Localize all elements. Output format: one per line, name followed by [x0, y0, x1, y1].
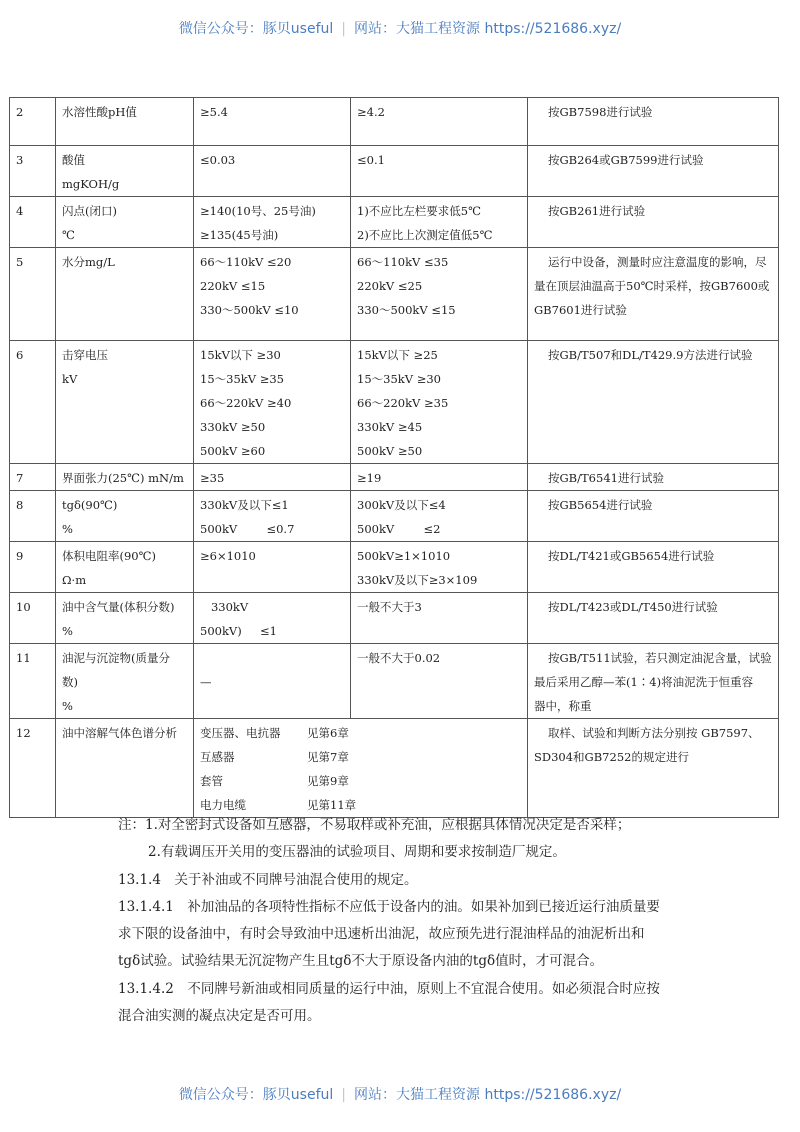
- table-row: [10, 248, 779, 341]
- table-row: [10, 464, 779, 491]
- new-oil-cell-line: 500kV ≥60: [200, 444, 266, 458]
- table-row: [10, 719, 779, 818]
- paragraph-13-1-4-1-line: 13.1.4.1 补加油品的各项特性指标不应低于设备内的油。如果补加到已接近运行油质量要: [118, 898, 660, 915]
- row-number: 10: [10, 593, 56, 644]
- item-cell-line: kV: [62, 372, 78, 386]
- item-cell-line: Ω·m: [62, 573, 87, 587]
- item-cell: [56, 644, 194, 719]
- item-cell: [56, 464, 194, 491]
- table-row: [10, 593, 779, 644]
- row-number: 7: [10, 464, 56, 491]
- item-cell: [56, 719, 194, 818]
- chapter-ref: 见第9章: [307, 774, 349, 788]
- oil-quality-table: [9, 97, 779, 818]
- remark-cell: [528, 542, 779, 593]
- running-oil-cell-line: 66～110kV ≤35: [357, 255, 449, 269]
- new-oil-cell: [194, 464, 351, 491]
- new-oil-cell: [194, 491, 351, 542]
- equipment-name: 变压器、电抗器: [200, 726, 281, 740]
- table-row: [10, 341, 779, 464]
- new-oil-cell-line: 330kV: [200, 600, 249, 614]
- item-cell: [56, 98, 194, 146]
- table-row: [10, 197, 779, 248]
- remark-cell-line: 按DL/T421或GB5654进行试验: [548, 549, 715, 563]
- item-cell-line: %: [62, 522, 73, 536]
- remark-cell: [528, 644, 779, 719]
- header-watermark: [0, 18, 800, 38]
- equipment-reference: [200, 769, 521, 793]
- new-oil-cell-line: ≥35: [200, 471, 225, 485]
- running-oil-cell-line: 330kV及以下≥3×109: [357, 573, 478, 587]
- item-cell-line: 油中含气量(体积分数): [62, 600, 175, 614]
- running-oil-cell-line: 300kV及以下≤4: [357, 498, 446, 512]
- note-1: 注：1.对全密封式设备如互感器，不易取样或补充油，应根据具体情况决定是否采样；: [118, 817, 631, 833]
- separator: |: [341, 1087, 347, 1103]
- item-cell-line: mgKOH/g: [62, 177, 120, 191]
- remark-cell: [528, 197, 779, 248]
- running-oil-cell: [351, 98, 528, 146]
- chapter-ref: 见第7章: [307, 750, 349, 764]
- item-cell-line: 体积电阻率(90℃): [62, 549, 156, 563]
- remark-cell-line: 按GB/T511试验，若只测定油泥含量，试验: [548, 651, 772, 665]
- new-oil-cell-line: 66～220kV ≥40: [200, 396, 292, 410]
- item-cell: [56, 491, 194, 542]
- notes-section: [118, 812, 688, 1030]
- equipment-reference: [200, 745, 521, 769]
- item-cell: [56, 146, 194, 197]
- remark-cell: [528, 593, 779, 644]
- item-cell-line: 油中溶解气体色谱分析: [62, 726, 177, 740]
- new-oil-cell-line: —: [200, 675, 212, 689]
- chapter-ref: 见第6章: [307, 726, 349, 740]
- item-cell: [56, 341, 194, 464]
- remark-cell-line: 运行中设备，测量时应注意温度的影响，尽: [548, 255, 767, 269]
- new-oil-cell-line: 330～500kV ≤10: [200, 303, 299, 317]
- item-cell-line: tgδ(90℃): [62, 498, 118, 512]
- new-oil-cell: [194, 146, 351, 197]
- running-oil-cell: [351, 593, 528, 644]
- wechat-label: 微信公众号：豚贝useful: [178, 21, 334, 37]
- running-oil-cell-line: 66～220kV ≥35: [357, 396, 449, 410]
- new-oil-cell-line: ≥135(45号油): [200, 228, 279, 242]
- section-13-1-4: 13.1.4 关于补油或不同牌号油混合使用的规定。: [118, 871, 418, 888]
- running-oil-cell: [351, 542, 528, 593]
- new-oil-cell-line: ≥140(10号、25号油): [200, 204, 316, 218]
- new-oil-cell: [194, 341, 351, 464]
- paragraph-13-1-4-1-line: 求下限的设备油中，有时会导致油中迅速析出油泥，故应预先进行混油样品的油泥析出和: [118, 926, 645, 943]
- new-oil-cell-line: 500kV) ≤1: [200, 624, 277, 638]
- site-label: 网站：大猫工程资源 https://521686.xyz/: [354, 21, 622, 37]
- row-number: 8: [10, 491, 56, 542]
- remark-cell: [528, 98, 779, 146]
- item-cell-line: 闪点(闭口): [62, 204, 117, 218]
- new-oil-cell-line: ≥5.4: [200, 105, 228, 119]
- row-number: 3: [10, 146, 56, 197]
- row-number: 9: [10, 542, 56, 593]
- new-oil-cell-line: 330kV ≥50: [200, 420, 266, 434]
- remark-cell: [528, 341, 779, 464]
- table-row: [10, 644, 779, 719]
- running-oil-cell: [351, 197, 528, 248]
- paragraph-13-1-4-2-line: 13.1.4.2 不同牌号新油或相同质量的运行中油，原则上不宜混合使用。如必须混合时应按: [118, 980, 660, 997]
- new-oil-cell: [194, 542, 351, 593]
- new-oil-cell: [194, 248, 351, 341]
- new-oil-cell-line: 15～35kV ≥35: [200, 372, 284, 386]
- running-oil-cell-line: 500kV ≤2: [357, 522, 441, 536]
- running-oil-cell-line: 一般不大于3: [357, 600, 422, 614]
- running-oil-cell-line: 330kV ≥45: [357, 420, 423, 434]
- paragraph-13-1-4-1-line: tgδ试验。试验结果无沉淀物产生且tgδ不大于原设备内油的tgδ值时，才可混合。: [118, 953, 604, 970]
- running-oil-cell: [351, 248, 528, 341]
- remark-cell-line: 器中，称重: [534, 699, 592, 713]
- separator: |: [341, 21, 347, 37]
- new-oil-cell-line: 66～110kV ≤20: [200, 255, 292, 269]
- remark-cell-line: 按DL/T423或DL/T450进行试验: [548, 600, 718, 614]
- equipment-name: 套管: [200, 774, 223, 788]
- remark-cell: [528, 146, 779, 197]
- remark-cell-line: 按GB261进行试验: [548, 204, 646, 218]
- table-row: [10, 542, 779, 593]
- item-cell-line: %: [62, 624, 73, 638]
- running-oil-cell-line: 15kV以下 ≥25: [357, 348, 438, 362]
- remark-cell-line: SD304和GB7252的规定进行: [534, 750, 689, 764]
- item-cell-line: %: [62, 699, 73, 713]
- equipment-name: 互感器: [200, 750, 235, 764]
- new-oil-cell: [194, 197, 351, 248]
- new-oil-cell-line: ≤0.03: [200, 153, 236, 167]
- new-oil-cell: [194, 593, 351, 644]
- item-cell-line: 油泥与沉淀物(质量分: [62, 651, 170, 665]
- running-oil-cell-line: ≥4.2: [357, 105, 385, 119]
- remark-cell: [528, 248, 779, 341]
- remark-cell-line: 按GB7598进行试验: [548, 105, 653, 119]
- remark-cell-line: 最后采用乙醇—苯(1∶4)将油泥洗于恒重容: [534, 675, 754, 689]
- running-oil-cell-line: 一般不大于0.02: [357, 651, 441, 665]
- remark-cell: [528, 719, 779, 818]
- running-oil-cell-line: 500kV≥1×1010: [357, 549, 451, 563]
- new-oil-cell-line: ≥6×1010: [200, 549, 256, 563]
- remark-cell: [528, 491, 779, 542]
- remark-cell-line: GB7601进行试验: [534, 303, 627, 317]
- item-cell-line: 界面张力(25℃) mN/m: [62, 471, 184, 485]
- running-oil-cell: [351, 644, 528, 719]
- table-row: [10, 146, 779, 197]
- table-row: [10, 98, 779, 146]
- remark-cell: [528, 464, 779, 491]
- item-cell: [56, 542, 194, 593]
- row-number: 2: [10, 98, 56, 146]
- running-oil-cell-line: ≤0.1: [357, 153, 385, 167]
- new-oil-cell: [194, 98, 351, 146]
- item-cell-line: ℃: [62, 228, 75, 242]
- new-oil-cell-line: 330kV及以下≤1: [200, 498, 289, 512]
- new-oil-cell: [194, 644, 351, 719]
- note-2: 2.有载调压开关用的变压器油的试验项目、周期和要求按制造厂规定。: [148, 844, 566, 861]
- row-number: 12: [10, 719, 56, 818]
- running-oil-cell: [351, 464, 528, 491]
- paragraph-13-1-4-2-line: 混合油实测的凝点决定是否可用。: [118, 1008, 321, 1025]
- new-oil-cell-line: 220kV ≤15: [200, 279, 266, 293]
- equipment-reference: [200, 721, 521, 745]
- running-oil-cell: [351, 341, 528, 464]
- item-cell: [56, 593, 194, 644]
- item-cell-line: 击穿电压: [62, 348, 108, 362]
- new-oil-cell-line: [200, 646, 344, 670]
- site-label: 网站：大猫工程资源 https://521686.xyz/: [354, 1087, 622, 1103]
- chapter-ref: 见第11章: [307, 798, 357, 812]
- row-number: 4: [10, 197, 56, 248]
- item-cell-line: 水溶性酸pH值: [62, 105, 137, 119]
- new-oil-cell-line: 500kV ≤0.7: [200, 522, 295, 536]
- item-cell-line: 酸值: [62, 153, 85, 167]
- item-cell: [56, 248, 194, 341]
- running-oil-cell-line: 330～500kV ≤15: [357, 303, 456, 317]
- item-cell: [56, 197, 194, 248]
- running-oil-cell-line: 2)不应比上次测定值低5℃: [357, 228, 493, 242]
- running-oil-cell: [351, 146, 528, 197]
- running-oil-cell-line: ≥19: [357, 471, 382, 485]
- remark-cell-line: 量在顶层油温高于50℃时采样，按GB7600或: [534, 279, 770, 293]
- footer-watermark: [0, 1084, 800, 1104]
- remark-cell-line: 按GB/T6541进行试验: [548, 471, 664, 485]
- new-oil-cell-line: 15kV以下 ≥30: [200, 348, 281, 362]
- running-oil-cell-line: 15～35kV ≥30: [357, 372, 441, 386]
- merged-requirement-cell: [194, 719, 528, 818]
- row-number: 6: [10, 341, 56, 464]
- running-oil-cell-line: 220kV ≤25: [357, 279, 423, 293]
- equipment-name: 电力电缆: [200, 798, 246, 812]
- row-number: 5: [10, 248, 56, 341]
- wechat-label: 微信公众号：豚贝useful: [178, 1087, 334, 1103]
- remark-cell-line: 按GB264或GB7599进行试验: [548, 153, 704, 167]
- remark-cell-line: 取样、试验和判断方法分别按 GB7597、: [548, 726, 760, 740]
- table-row: [10, 491, 779, 542]
- remark-cell-line: 按GB5654进行试验: [548, 498, 653, 512]
- running-oil-cell: [351, 491, 528, 542]
- running-oil-cell-line: 1)不应比左栏要求低5℃: [357, 204, 481, 218]
- item-cell-line: 数): [62, 675, 78, 689]
- row-number: 11: [10, 644, 56, 719]
- remark-cell-line: 按GB/T507和DL/T429.9方法进行试验: [548, 348, 753, 362]
- item-cell-line: 水分mg/L: [62, 255, 115, 269]
- running-oil-cell-line: 500kV ≥50: [357, 444, 423, 458]
